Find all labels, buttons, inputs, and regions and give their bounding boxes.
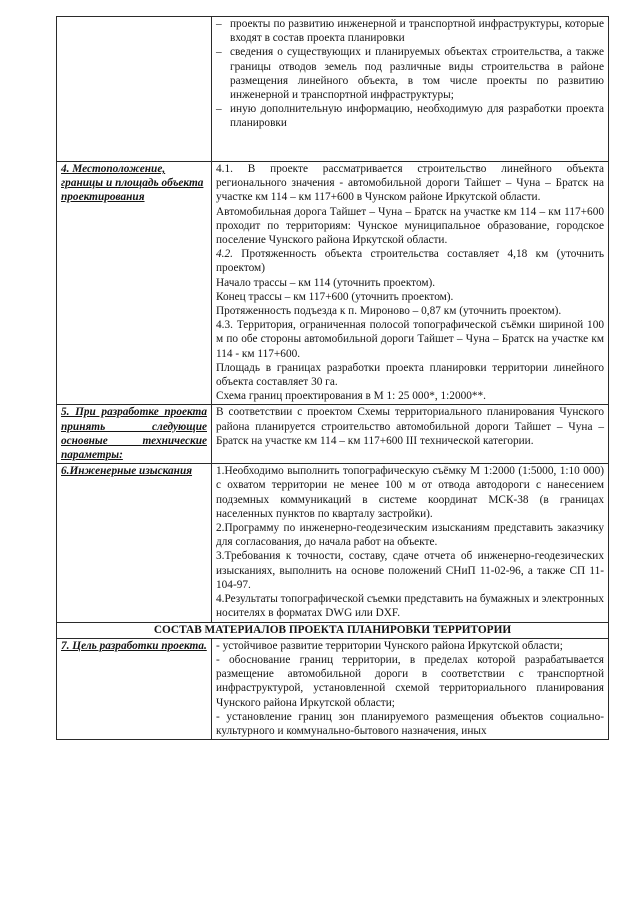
section-4-label: 4. Местоположение, границы и площадь объекта проектирования (61, 163, 204, 204)
section-7-label: 7. Цель разработки проекта. (61, 639, 207, 652)
paragraph: - установление границ зон планируемого размещения объектов социально-культурного и коммунально-бытового назначения, иных (216, 710, 604, 737)
list-item: – проекты по развитию инженерной и транспортной инфраструктуры, которые входят в состав проекта планировки (216, 18, 604, 45)
paragraph (216, 247, 604, 275)
paragraph: Начало трассы – км 114 (уточнить проектом). (216, 276, 436, 289)
paragraph: 4.Результаты топографической съемки представить на бумажных и электронных носителях в форматах DWG или DXF. (216, 593, 604, 620)
paragraph: 4.3. Территория, ограниченная полосой топографической съёмки шириной 100 м по обе стороны автомобильной дороги Тайшет – Чуна – Братск на участке км 114 - км 117+600. (216, 319, 604, 360)
section-label-cell (57, 405, 212, 464)
section-5-label: 5. При разработке проекта принять следующие основные технические параметры: (61, 406, 207, 462)
section-label-cell (57, 162, 212, 405)
table-row (57, 622, 609, 638)
table-row (57, 464, 609, 622)
table-row (57, 162, 609, 405)
paragraph: Автомобильная дорога Тайшет – Чуна – Братск на участке км 114 – км 117+600 проходит по территориям: Чунское муниципальное образование, городское поселение Чунского района Иркутской области. (216, 205, 604, 247)
list-item-text: иную дополнительную информацию, необходимую для разработки проекта планировки (230, 103, 604, 130)
list-item: – сведения о существующих и планируемых объектах строительства, а также границы отводов земель под различные виды строительства в районе размещения линейного объекта, в том числе проекты по развитию инженерной и транспортной инфраструктуры; (216, 46, 604, 102)
section-6-content (212, 464, 609, 622)
content-cell (212, 17, 609, 162)
paragraph: 2.Программу по инженерно-геодезическим изысканиям представить заказчику для согласования, до начала работ на объекте. (216, 522, 604, 549)
section-6-label: 6.Инженерные изыскания (61, 465, 193, 478)
paragraph: - устойчивое развитие территории Чунского района Иркутской области; (216, 639, 563, 652)
table-row (57, 17, 609, 162)
paragraph-number: 4.2. (216, 248, 233, 261)
section-4-content (212, 162, 609, 405)
paragraph: В соответствии с проектом Схемы территориального планирования Чунского района планируется строительство автомобильной дороги Тайшет – Чуна – Братск на участке км 114 – км 117+600 III технической категории. (216, 406, 604, 447)
list-item: – иную дополнительную информацию, необходимую для разработки проекта планировки (216, 103, 604, 130)
table-row (57, 638, 609, 739)
section-label-cell (57, 638, 212, 739)
paragraph: - обоснование границ территории, в пределах которой разрабатывается размещение автомобильной дороги в соответствии с транспортной инфраструктурой, установленной схемой территориального планирования Чунского района Иркутской области; (216, 653, 604, 709)
section-7-content (212, 638, 609, 739)
paragraph: 3.Требования к точности, составу, сдаче отчета об инженерно-геодезических изысканиях, выполнить на основе положений СНиП 11-02-96, а также СП 11-104-97. (216, 550, 604, 591)
table-row (57, 405, 609, 464)
paragraph: Площадь в границах разработки проекта планировки территории линейного объекта составляет 30 га. (216, 361, 604, 389)
list-item-text: проекты по развитию инженерной и транспортной инфраструктуры, которые входят в состав проекта планировки (230, 18, 604, 45)
requirements-table (56, 16, 609, 740)
empty-label-cell (57, 17, 212, 162)
list-item-text: сведения о существующих и планируемых объектах строительства, а также границы отводов земель под различные виды строительства в районе размещения линейного объекта, в том числе проекты по развитию инженерной и транспортной инфраструктуры; (230, 46, 604, 102)
paragraph: Конец трассы – км 117+600 (уточнить проектом). (216, 290, 454, 303)
paragraph: 4.1. В проекте рассматривается строительство линейного объекта регионального значения - автомобильной дороги Тайшет – Чуна – Братск на участке км 114 – км 117+600 в Чунском районе Иркутской области. (216, 163, 604, 204)
paragraph-text: Протяженность объекта строительства составляет 4,18 км (уточнить проектом) (216, 248, 604, 275)
composition-header: СОСТАВ МАТЕРИАЛОВ ПРОЕКТА ПЛАНИРОВКИ ТЕРРИТОРИИ (57, 622, 609, 638)
paragraph: 1.Необходимо выполнить топографическую съёмку М 1:2000 (1:5000, 1:10 000) с охватом территории не менее 100 м от отвода автодороги с нанесением подземных коммуникаций в системе координат МСК-38 (в границах населенных пунктов по кварталу застройки). (216, 465, 604, 520)
section-5-content (212, 405, 609, 464)
paragraph: Протяженность подъезда к п. Мироново – 0,87 км (уточнить проектом). (216, 305, 562, 318)
section-label-cell (57, 464, 212, 622)
paragraph: Схема границ проектирования в М 1: 25 000*, 1:2000**. (216, 390, 487, 403)
